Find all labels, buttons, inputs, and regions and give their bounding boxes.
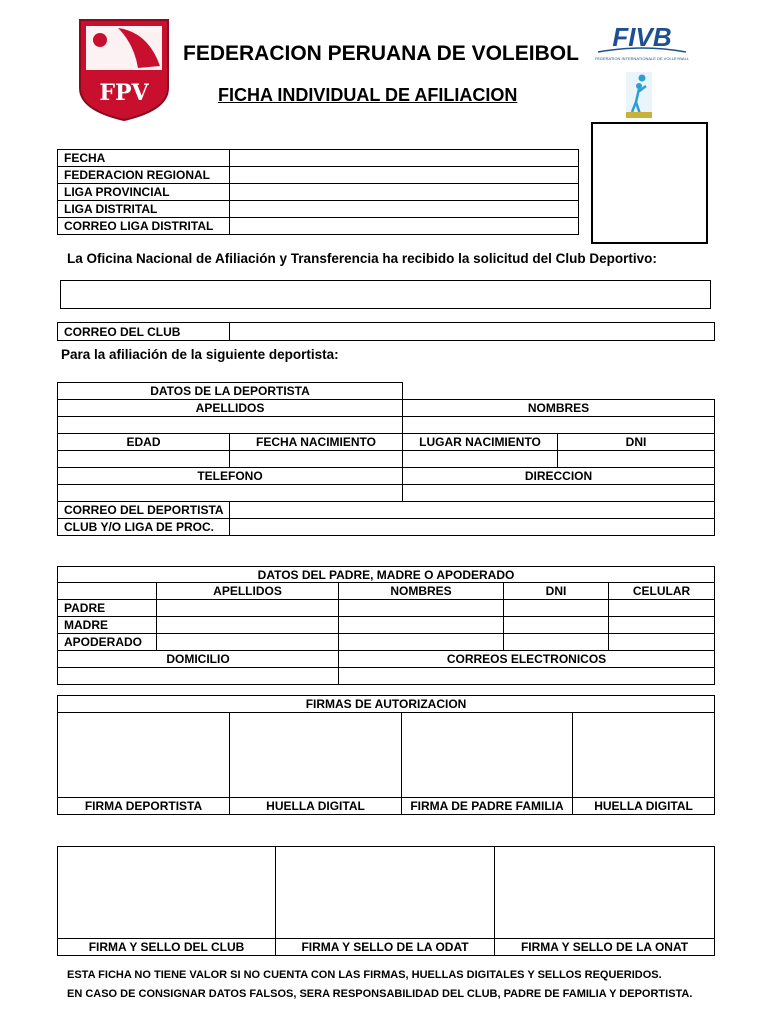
input-fecha-nacimiento[interactable] xyxy=(230,451,403,468)
label-sello-odat: FIRMA Y SELLO DE LA ODAT xyxy=(276,939,495,956)
label-dni: DNI xyxy=(558,434,715,451)
label-club-liga: CLUB Y/O LIGA DE PROC. xyxy=(58,519,230,536)
label-edad: EDAD xyxy=(58,434,230,451)
stamp-box-onat[interactable] xyxy=(495,847,715,939)
label-firma-padre: FIRMA DE PADRE FAMILIA xyxy=(402,798,573,815)
volleyball-player-icon xyxy=(626,72,652,118)
guardian-row-madre: MADRE xyxy=(58,617,157,634)
label-nombres: NOMBRES xyxy=(403,400,715,417)
guardian-row-apoderado: APODERADO xyxy=(58,634,157,651)
label-telefono: TELEFONO xyxy=(58,468,403,485)
signatures-section-title: FIRMAS DE AUTORIZACION xyxy=(58,696,715,713)
label-lugar-nacimiento: LUGAR NACIMIENTO xyxy=(403,434,558,451)
input-apoderado-dni[interactable] xyxy=(504,634,609,651)
input-madre-apellidos[interactable] xyxy=(157,617,339,634)
input-apoderado-nombres[interactable] xyxy=(339,634,504,651)
photo-box[interactable] xyxy=(591,122,708,244)
label-correo-club: CORREO DEL CLUB xyxy=(58,323,230,341)
input-apoderado-celular[interactable] xyxy=(609,634,715,651)
label-correo-deportista: CORREO DEL DEPORTISTA xyxy=(58,502,230,519)
guardian-col-celular: CELULAR xyxy=(609,583,715,600)
guardian-col-nombres: NOMBRES xyxy=(339,583,504,600)
page-subtitle: FICHA INDIVIDUAL DE AFILIACION xyxy=(218,85,518,105)
athlete-intro: Para la afiliación de la siguiente deportista: xyxy=(61,347,339,362)
guardian-col-dni: DNI xyxy=(504,583,609,600)
label-fecha-nacimiento: FECHA NACIMIENTO xyxy=(230,434,403,451)
input-edad[interactable] xyxy=(58,451,230,468)
footer-line-2: EN CASO DE CONSIGNAR DATOS FALSOS, SERA RESPONSABILIDAD DEL CLUB, PADRE DE FAMILIA Y DEPORTISTA. xyxy=(67,988,693,1000)
input-dni[interactable] xyxy=(558,451,715,468)
label-sello-club: FIRMA Y SELLO DEL CLUB xyxy=(58,939,276,956)
fingerprint-box-padre[interactable] xyxy=(573,713,715,798)
input-correos[interactable] xyxy=(339,668,715,685)
label-sello-onat: FIRMA Y SELLO DE LA ONAT xyxy=(495,939,715,956)
input-club-liga[interactable] xyxy=(230,519,715,536)
input-federacion-regional[interactable] xyxy=(230,167,579,184)
input-apellidos[interactable] xyxy=(58,417,403,434)
label-federacion-regional: FEDERACION REGIONAL xyxy=(58,167,230,184)
input-lugar-nacimiento[interactable] xyxy=(403,451,558,468)
input-direccion[interactable] xyxy=(403,485,715,502)
guardian-col-apellidos: APELLIDOS xyxy=(157,583,339,600)
label-fecha: FECHA xyxy=(58,150,230,167)
input-liga-provincial[interactable] xyxy=(230,184,579,201)
input-madre-nombres[interactable] xyxy=(339,617,504,634)
label-firma-deportista: FIRMA DEPORTISTA xyxy=(58,798,230,815)
input-telefono[interactable] xyxy=(58,485,403,502)
input-nombres[interactable] xyxy=(403,417,715,434)
input-apoderado-apellidos[interactable] xyxy=(157,634,339,651)
label-correo-liga: CORREO LIGA DISTRITAL xyxy=(58,218,230,235)
input-correo-club[interactable] xyxy=(230,323,715,341)
fingerprint-box-deportista[interactable] xyxy=(230,713,402,798)
stamps-table xyxy=(57,846,715,956)
label-liga-provincial: LIGA PROVINCIAL xyxy=(58,184,230,201)
stamp-box-odat[interactable] xyxy=(276,847,495,939)
input-liga-distrital[interactable] xyxy=(230,201,579,218)
input-padre-apellidos[interactable] xyxy=(157,600,339,617)
label-correos: CORREOS ELECTRONICOS xyxy=(339,651,715,668)
input-padre-celular[interactable] xyxy=(609,600,715,617)
input-fecha[interactable] xyxy=(230,150,579,167)
label-huella-padre: HUELLA DIGITAL xyxy=(573,798,715,815)
sign-box-deportista[interactable] xyxy=(58,713,230,798)
input-padre-nombres[interactable] xyxy=(339,600,504,617)
label-liga-distrital: LIGA DISTRITAL xyxy=(58,201,230,218)
guardian-row-padre: PADRE xyxy=(58,600,157,617)
club-name-field[interactable] xyxy=(60,280,711,309)
sign-box-padre[interactable] xyxy=(402,713,573,798)
club-email-table xyxy=(57,322,715,341)
footer-line-1: ESTA FICHA NO TIENE VALOR SI NO CUENTA CON LAS FIRMAS, HUELLAS DIGITALES Y SELLOS REQUERIDOS. xyxy=(67,969,662,981)
league-info-table xyxy=(57,149,579,235)
input-padre-dni[interactable] xyxy=(504,600,609,617)
label-direccion: DIRECCION xyxy=(403,468,715,485)
input-domicilio[interactable] xyxy=(58,668,339,685)
fpv-logo-text: FPV xyxy=(99,80,149,106)
intro-text: La Oficina Nacional de Afiliación y Transferencia ha recibido la solicitud del Club Deportivo: xyxy=(67,251,657,266)
fivb-logo xyxy=(594,22,690,64)
guardian-table xyxy=(57,566,715,685)
stamp-box-club[interactable] xyxy=(58,847,276,939)
athlete-table xyxy=(57,382,715,536)
input-madre-celular[interactable] xyxy=(609,617,715,634)
signatures-table xyxy=(57,695,715,815)
fivb-caption: FEDERATION INTERNATIONALE DE VOLLEYBALL xyxy=(594,56,690,61)
label-huella-deportista: HUELLA DIGITAL xyxy=(230,798,402,815)
input-correo-liga[interactable] xyxy=(230,218,579,235)
guardian-section-title: DATOS DEL PADRE, MADRE O APODERADO xyxy=(58,567,715,583)
athlete-section-title: DATOS DE LA DEPORTISTA xyxy=(58,383,403,400)
input-correo-deportista[interactable] xyxy=(230,502,715,519)
fpv-logo xyxy=(78,18,170,122)
fivb-logo-text: FIVB xyxy=(612,22,672,52)
label-apellidos: APELLIDOS xyxy=(58,400,403,417)
page-title: FEDERACION PERUANA DE VOLEIBOL xyxy=(183,42,579,65)
input-madre-dni[interactable] xyxy=(504,617,609,634)
label-domicilio: DOMICILIO xyxy=(58,651,339,668)
